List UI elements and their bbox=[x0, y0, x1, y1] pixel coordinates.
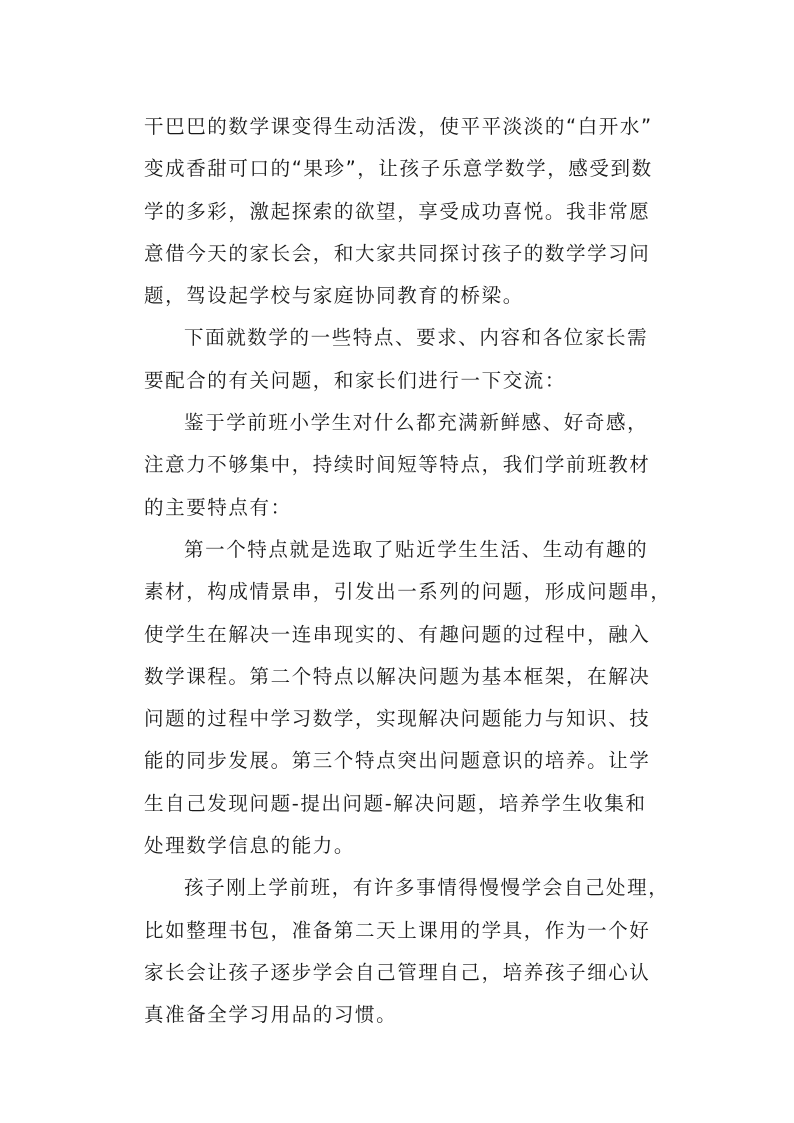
paragraph-first-line: 第一个特点就是选取了贴近学生生活、生动有趣的 bbox=[184, 537, 649, 561]
text-line: 要配合的有关问题，和家长们进行一下交流： bbox=[144, 368, 567, 392]
text-line: 数学课程。第二个特点以解决问题为基本框架，在解决 bbox=[144, 664, 651, 688]
text-line: 素材，构成情景串，引发出一系列的问题，形成问题串， bbox=[144, 580, 672, 604]
text-line: 能的同步发展。第三个特点突出问题意识的培养。让学 bbox=[144, 749, 651, 773]
text-line: 的主要特点有： bbox=[144, 495, 292, 519]
paragraph-first-line: 下面就数学的一些特点、要求、内容和各位家长需 bbox=[184, 326, 649, 350]
paragraph-first-line: 鉴于学前班小学生对什么都充满新鲜感、好奇感， bbox=[184, 411, 649, 435]
text-line: 注意力不够集中，持续时间短等特点，我们学前班教材 bbox=[144, 453, 651, 477]
text-line: 变成香甜可口的“果珍”，让孩子乐意学数学，感受到数 bbox=[144, 157, 653, 181]
text-line: 问题的过程中学习数学，实现解决问题能力与知识、技 bbox=[144, 707, 651, 731]
text-line: 使学生在解决一连串现实的、有趣问题的过程中，融入 bbox=[144, 622, 651, 646]
text-line: 干巴巴的数学课变得生动活泼，使平平淡淡的“白开水” bbox=[144, 115, 653, 138]
text-line: 题，驾设起学校与家庭协同教育的桥梁。 bbox=[144, 284, 524, 308]
text-line: 学的多彩，激起探索的欲望，享受成功喜悦。我非常愿 bbox=[144, 199, 651, 223]
text-line: 家长会让孩子逐步学会自己管理自己，培养孩子细心认 bbox=[144, 960, 651, 984]
text-line: 生自己发现问题-提出问题-解决问题，培养学生收集和 bbox=[144, 791, 647, 815]
paragraph-first-line: 孩子刚上学前班，有许多事情得慢慢学会自己处理， bbox=[184, 876, 670, 900]
document-body bbox=[144, 106, 672, 1037]
text-line: 处理数学信息的能力。 bbox=[144, 834, 356, 858]
text-line: 真准备全学习用品的习惯。 bbox=[144, 1003, 398, 1027]
text-line: 意借今天的家长会，和大家共同探讨孩子的数学学习问 bbox=[144, 241, 651, 265]
text-line: 比如整理书包，准备第二天上课用的学具，作为一个好 bbox=[144, 918, 651, 942]
